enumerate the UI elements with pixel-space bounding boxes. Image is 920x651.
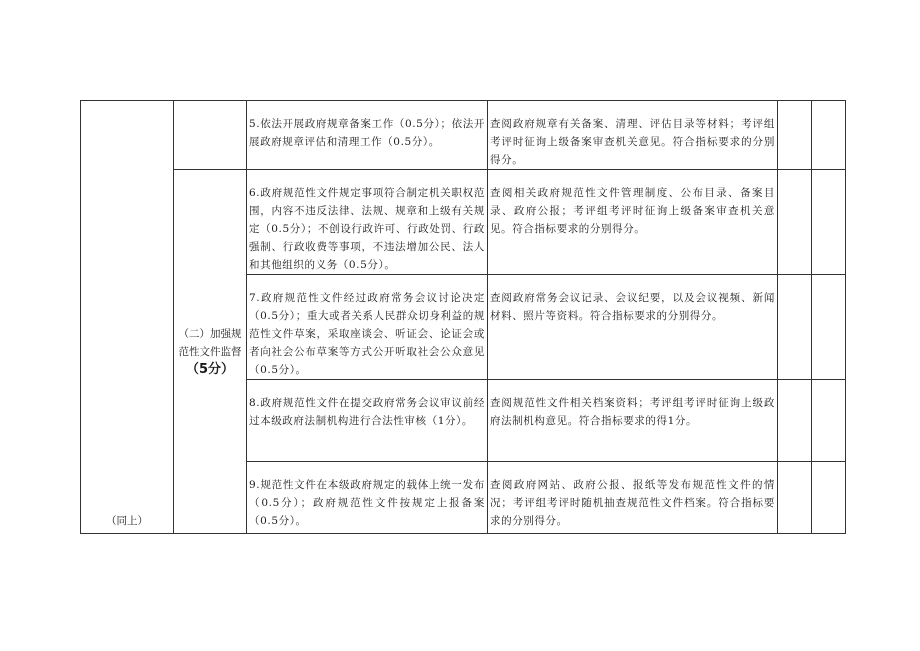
criterion-text: 8.政府规范性文件在提交政府常务会议审议前经过本级政府法制机构进行合法性审核（1分）。 <box>249 397 485 427</box>
score-cell <box>778 170 812 275</box>
assessment-table <box>80 100 846 534</box>
note-cell <box>812 101 846 170</box>
criterion-cell <box>247 462 488 534</box>
criterion-cell <box>247 275 488 380</box>
note-cell <box>812 275 846 380</box>
note-cell <box>812 380 846 462</box>
subcategory-title: （二）加强规范性文件监督 <box>178 327 242 358</box>
note-cell <box>812 170 846 275</box>
subcategory-points: （5分） <box>185 361 235 377</box>
method-cell <box>488 462 778 534</box>
criterion-cell <box>247 380 488 462</box>
table-row <box>81 101 846 170</box>
method-cell <box>488 380 778 462</box>
method-cell <box>488 170 778 275</box>
table-row <box>81 170 846 275</box>
method-cell <box>488 101 778 170</box>
criterion-cell <box>247 170 488 275</box>
criterion-cell <box>247 101 488 170</box>
criterion-text: 5.依法开展政府规章备案工作（0.5分）；依法开展政府规章评估和清理工作（0.5分）。 <box>249 118 485 148</box>
score-cell <box>778 275 812 380</box>
criterion-text: 6.政府规范性文件规定事项符合制定机关职权范围，内容不违反法律、法规、规章和上级有关规定（0.5分）；不创设行政许可、行政处罚、行政强制、行政收费等事项，不违法增加公民、法人和其他组织的义务（0.5分）。 <box>249 187 485 271</box>
criterion-text: 7.政府规范性文件经过政府常务会议讨论决定（0.5分）；重大或者关系人民群众切身利益的规范性文件草案，采取座谈会、听证会、论证会或者向社会公布草案等方式公开听取社会公众意见（0.5分）。 <box>249 292 485 376</box>
score-cell <box>778 380 812 462</box>
category-cell <box>81 101 174 534</box>
method-text: 查阅政府规章有关备案、清理、评估目录等材料；考评组考评时征询上级备案审查机关意见。符合指标要求的分别得分。 <box>490 118 775 166</box>
method-text: 查阅相关政府规范性文件管理制度、公布目录、备案目录、政府公报；考评组考评时征询上级备案审查机关意见。符合指标要求的分别得分。 <box>490 187 775 235</box>
method-text: 查阅规范性文件相关档案资料；考评组考评时征询上级政府法制机构意见。符合指标要求的得1分。 <box>490 397 775 427</box>
subcategory-cell <box>174 170 247 534</box>
score-cell <box>778 101 812 170</box>
note-cell <box>812 462 846 534</box>
subcategory-empty-cell <box>174 101 247 170</box>
score-cell <box>778 462 812 534</box>
method-text: 查阅政府网站、政府公报、报纸等发布规范性文件的情况；考评组考评时随机抽查规范性文件档案。符合指标要求的分别得分。 <box>490 479 775 527</box>
method-text: 查阅政府常务会议记录、会议纪要，以及会议视频、新闻材料、照片等资料。符合指标要求的分别得分。 <box>490 292 775 322</box>
criterion-text: 9.规范性文件在本级政府规定的载体上统一发布（0.5分）；政府规范性文件按规定上报备案（0.5分）。 <box>249 479 485 527</box>
method-cell <box>488 275 778 380</box>
category-label: （同上） <box>106 515 148 527</box>
